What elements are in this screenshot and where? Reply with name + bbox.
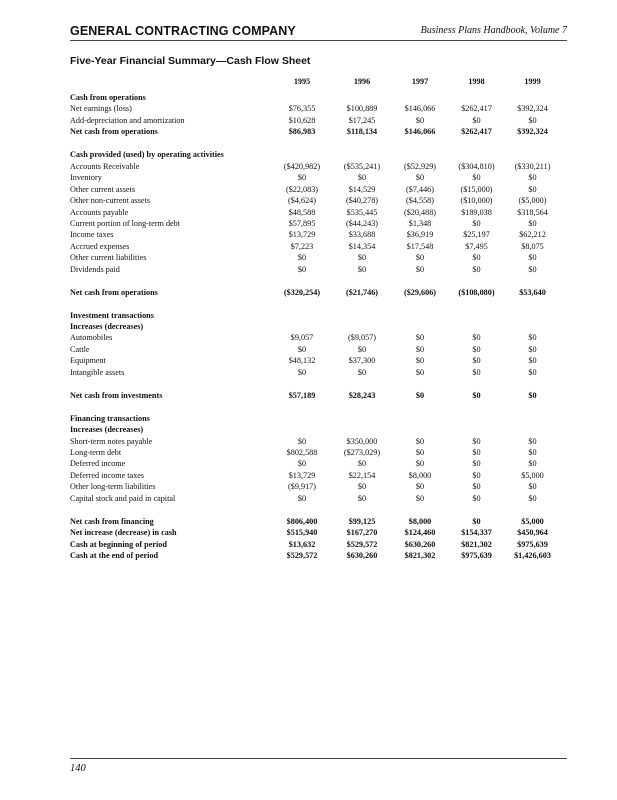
cell-value: $48,588 <box>288 207 316 217</box>
cell-value: $25,197 <box>463 230 490 240</box>
row-label: Accounts Receivable <box>70 161 140 171</box>
cell-value: ($10,000) <box>460 196 493 206</box>
cell-value: $7,223 <box>290 241 314 251</box>
cell-value: $167,270 <box>346 528 378 538</box>
cell-value: $0 <box>472 493 481 503</box>
cell-value: ($535,241) <box>343 161 381 171</box>
table-row <box>70 436 560 447</box>
cash-flow-table <box>70 76 560 561</box>
cell-value: $86,983 <box>288 127 316 137</box>
cell-value: $0 <box>415 344 425 354</box>
row-label: Income taxes <box>70 230 114 240</box>
cell-value: $0 <box>472 436 481 446</box>
cell-value <box>448 321 505 332</box>
cell-value: $0 <box>472 367 481 377</box>
year-header-blank <box>70 76 272 92</box>
table-row <box>70 264 560 275</box>
cell-value: $154,337 <box>461 528 492 538</box>
row-label: Net cash from operations <box>70 287 158 297</box>
row-label: Cash at beginning of period <box>70 539 167 549</box>
cell-value: $0 <box>528 333 537 343</box>
table-row <box>70 550 560 561</box>
row-label: Accounts payable <box>70 207 129 217</box>
cell-value: $99,125 <box>348 516 376 526</box>
row-label: Increases (decreases) <box>70 322 144 332</box>
handbook-title: Business Plans Handbook, Volume 7 <box>420 25 567 36</box>
cell-value: $630,260 <box>404 539 436 549</box>
row-label: Cash from operations <box>70 93 146 102</box>
year-header: 1998 <box>468 77 485 86</box>
cell-value: $0 <box>472 390 481 400</box>
cell-value: $0 <box>472 344 481 354</box>
page-number: 140 <box>70 763 86 774</box>
spacer-cell <box>70 504 560 515</box>
cell-value: ($7,446) <box>406 184 434 194</box>
year-header-row <box>70 76 560 92</box>
cell-value <box>505 149 560 160</box>
cell-value: $8,000 <box>408 470 432 480</box>
cell-value <box>505 92 560 103</box>
cell-value <box>392 413 448 424</box>
spacer-row <box>70 275 560 286</box>
table-row <box>70 355 560 366</box>
cell-value: $0 <box>528 436 537 446</box>
cell-value: $48,132 <box>288 356 316 366</box>
cell-value: $630,260 <box>346 551 378 561</box>
cell-value: ($40,278) <box>345 196 379 206</box>
cell-value: ($22,083) <box>285 184 319 194</box>
cell-value <box>448 92 505 103</box>
cell-value: $189,038 <box>461 207 492 217</box>
cell-value: $0 <box>415 253 425 263</box>
cell-value: $0 <box>472 333 481 343</box>
row-label: Financing transactions <box>70 413 150 423</box>
cell-value: $0 <box>297 459 307 469</box>
spacer-cell <box>70 401 560 412</box>
cell-value: ($21,746) <box>345 287 379 297</box>
cell-value: $0 <box>297 264 307 274</box>
cell-value: $0 <box>415 459 425 469</box>
table-row <box>70 516 560 527</box>
cell-value: $0 <box>472 482 481 492</box>
row-label: Other current liabilities <box>70 253 147 263</box>
table-row <box>70 493 560 504</box>
cell-value: $0 <box>528 264 537 274</box>
table-row <box>70 367 560 378</box>
cell-value: $0 <box>297 493 307 503</box>
cell-value: $0 <box>415 390 425 400</box>
cell-value: $535,445 <box>346 207 378 217</box>
cell-value <box>448 149 505 160</box>
cell-value: ($273,029) <box>343 447 381 457</box>
table-row <box>70 115 560 126</box>
year-header: 1996 <box>353 77 371 86</box>
cell-value: $392,324 <box>517 104 548 114</box>
cell-value: $57,189 <box>288 390 316 400</box>
cell-value: ($304,810) <box>458 161 495 171</box>
cell-value <box>505 310 560 321</box>
cell-value: $450,964 <box>517 528 548 538</box>
row-label: Deferred income taxes <box>70 470 145 480</box>
cell-value: $7,495 <box>465 241 488 251</box>
cell-value <box>272 149 332 160</box>
cell-value: ($4,558) <box>406 196 434 206</box>
row-label: Add-depreciation and amortization <box>70 115 185 125</box>
cell-value: $0 <box>528 115 537 125</box>
cell-value: $0 <box>357 344 367 354</box>
cell-value: $392,324 <box>517 127 548 137</box>
cell-value: $0 <box>472 264 481 274</box>
cell-value: $821,302 <box>404 551 436 561</box>
cell-value: $0 <box>472 218 481 228</box>
cell-value: $8,000 <box>408 516 432 526</box>
row-label: Equipment <box>70 356 106 366</box>
cell-value: $57,895 <box>288 218 316 228</box>
cell-value: ($9,057) <box>348 333 376 343</box>
cell-value: $0 <box>415 436 425 446</box>
section-heading-row <box>70 310 560 321</box>
cell-value <box>332 310 392 321</box>
cell-value: $0 <box>472 470 481 480</box>
cell-value: $0 <box>415 482 425 492</box>
cell-value: $0 <box>357 253 367 263</box>
cell-value: $802,588 <box>286 447 318 457</box>
cell-value: $821,302 <box>461 539 492 549</box>
table-row <box>70 287 560 298</box>
cell-value: $100,889 <box>346 104 378 114</box>
cell-value: $13,632 <box>288 539 316 549</box>
cell-value: $5,000 <box>521 470 544 480</box>
cell-value: $515,940 <box>286 528 318 538</box>
cell-value <box>272 413 332 424</box>
cell-value <box>392 92 448 103</box>
cell-value: $53,640 <box>519 287 546 297</box>
cell-value: $9,057 <box>290 333 314 343</box>
cell-value: $28,243 <box>348 390 376 400</box>
cell-value: ($108,080) <box>458 287 495 297</box>
cell-value: $0 <box>415 367 425 377</box>
cell-value: $0 <box>472 356 481 366</box>
spacer-cell <box>70 275 560 286</box>
cell-value: $0 <box>297 367 307 377</box>
cell-value: $0 <box>415 493 425 503</box>
page-header <box>70 24 567 41</box>
year-header: 1995 <box>293 77 311 86</box>
cell-value: $806,400 <box>286 516 318 526</box>
row-label: Long-term debt <box>70 447 122 457</box>
cell-value: $0 <box>528 447 537 457</box>
cell-value <box>392 149 448 160</box>
cell-value: ($330,211) <box>514 161 551 171</box>
cell-value: $0 <box>528 493 537 503</box>
cell-value: $0 <box>472 115 481 125</box>
cell-value <box>448 310 505 321</box>
cell-value: $0 <box>528 367 537 377</box>
section-heading-row <box>70 321 560 332</box>
row-label: Cash at the end of period <box>70 551 159 561</box>
cell-value: $14,529 <box>348 184 376 194</box>
table-row <box>70 539 560 550</box>
section-heading-row <box>70 149 560 160</box>
cell-value: $62,212 <box>519 230 546 240</box>
table-row <box>70 184 560 195</box>
row-label: Short-term notes payable <box>70 436 153 446</box>
cell-value: $350,000 <box>346 436 378 446</box>
cell-value <box>448 424 505 435</box>
cell-value: $13,729 <box>288 470 316 480</box>
cell-value <box>392 424 448 435</box>
row-label: Inventory <box>70 173 102 183</box>
cell-value: $0 <box>297 253 307 263</box>
cell-value: $529,572 <box>286 551 318 561</box>
cell-value <box>332 424 392 435</box>
table-row <box>70 470 560 481</box>
cell-value: ($4,624) <box>288 196 316 206</box>
cell-value: $529,572 <box>346 539 378 549</box>
cell-value: $0 <box>415 173 425 183</box>
table-row <box>70 527 560 538</box>
spacer-row <box>70 378 560 389</box>
row-label: Investment transactions <box>70 310 154 320</box>
spacer-row <box>70 504 560 515</box>
table-row <box>70 390 560 401</box>
cell-value: $0 <box>415 356 425 366</box>
cell-value: $0 <box>297 173 307 183</box>
cell-value: ($5,000) <box>518 196 547 206</box>
cell-value <box>392 321 448 332</box>
cell-value: $0 <box>528 218 537 228</box>
cash-flow-table-body <box>70 76 560 561</box>
cell-value: $262,417 <box>461 104 492 114</box>
year-header: 1999 <box>524 77 541 86</box>
row-label: Other non-current assets <box>70 196 151 206</box>
cell-value: $37,300 <box>348 356 376 366</box>
row-label: Automobiles <box>70 333 113 343</box>
year-header: 1997 <box>411 77 429 86</box>
cell-value: ($52,929) <box>403 161 437 171</box>
cell-value: $0 <box>472 447 481 457</box>
cell-value: $0 <box>528 173 537 183</box>
cell-value <box>332 92 392 103</box>
row-label: Accrued expenses <box>70 241 130 251</box>
row-label: Current portion of long-term debt <box>70 218 181 228</box>
table-row <box>70 229 560 240</box>
cell-value <box>272 424 332 435</box>
cell-value: $22,154 <box>348 470 376 480</box>
row-label: Net cash from operations <box>70 127 158 137</box>
cell-value: ($320,254) <box>283 287 321 297</box>
table-row <box>70 458 560 469</box>
spacer-row <box>70 138 560 149</box>
cell-value: $10,628 <box>288 115 316 125</box>
row-label: Net cash from financing <box>70 516 154 526</box>
cell-value: $0 <box>357 459 367 469</box>
cell-value: $36,919 <box>406 230 434 240</box>
cell-value: $14,354 <box>348 241 376 251</box>
row-label: Cash provided (used) by operating activities <box>70 150 224 160</box>
cell-value: $5,000 <box>521 516 544 526</box>
cell-value: $0 <box>528 184 537 194</box>
cell-value: $146,066 <box>404 127 436 137</box>
table-row <box>70 103 560 114</box>
cell-value: ($9,917) <box>288 482 316 492</box>
cell-value: $0 <box>528 459 537 469</box>
cell-value: $0 <box>415 447 425 457</box>
cell-value: $0 <box>415 264 425 274</box>
section-heading-row <box>70 92 560 103</box>
cell-value: $0 <box>528 482 537 492</box>
cell-value: $0 <box>472 173 481 183</box>
row-label: Cattle <box>70 344 90 354</box>
row-label: Deferred income <box>70 459 126 469</box>
cell-value: $1,426,603 <box>514 551 551 561</box>
cell-value: $118,134 <box>346 127 378 137</box>
table-row <box>70 447 560 458</box>
table-row <box>70 252 560 263</box>
table-row <box>70 172 560 183</box>
cell-value: $0 <box>297 344 307 354</box>
cell-value: $0 <box>528 356 537 366</box>
cell-value: ($44,243) <box>345 218 379 228</box>
cell-value: $0 <box>357 482 367 492</box>
cell-value <box>332 321 392 332</box>
cell-value: $0 <box>528 253 537 263</box>
cell-value: ($420,982) <box>283 161 321 171</box>
cell-value: $76,355 <box>288 104 316 114</box>
row-label: Net earnings (loss) <box>70 104 132 114</box>
cell-value: $0 <box>472 516 481 526</box>
cell-value: $0 <box>357 367 367 377</box>
cell-value <box>332 149 392 160</box>
cell-value: $33,688 <box>348 230 376 240</box>
cell-value: $0 <box>357 493 367 503</box>
cell-value: ($15,000) <box>460 184 493 194</box>
cell-value: $1,348 <box>408 218 432 228</box>
table-row <box>70 332 560 343</box>
cell-value <box>272 92 332 103</box>
page-title: Five-Year Financial Summary—Cash Flow Sheet <box>70 55 311 67</box>
cell-value: $262,417 <box>461 127 492 137</box>
cell-value: $13,729 <box>288 230 316 240</box>
row-label: Increases (decreases) <box>70 425 144 435</box>
spacer-row <box>70 298 560 309</box>
cell-value: $17,245 <box>348 115 376 125</box>
cell-value: $146,066 <box>404 104 436 114</box>
page-footer <box>70 758 567 774</box>
cell-value <box>505 321 560 332</box>
section-heading-row <box>70 413 560 424</box>
table-row <box>70 344 560 355</box>
row-label: Net cash from investments <box>70 390 163 400</box>
cell-value: ($29,606) <box>403 287 437 297</box>
row-label: Other long-term liabilities <box>70 482 156 492</box>
table-row <box>70 218 560 229</box>
cell-value: $17,548 <box>406 241 434 251</box>
cell-value <box>505 413 560 424</box>
cell-value: $0 <box>415 115 425 125</box>
cell-value: $318,564 <box>517 207 548 217</box>
cell-value: $124,460 <box>404 528 436 538</box>
spacer-cell <box>70 138 560 149</box>
cell-value: $0 <box>357 264 367 274</box>
cell-value <box>392 310 448 321</box>
cell-value: $0 <box>297 436 307 446</box>
table-row <box>70 207 560 218</box>
section-heading-row <box>70 424 560 435</box>
table-row <box>70 161 560 172</box>
cell-value: $0 <box>528 344 537 354</box>
table-row <box>70 126 560 137</box>
spacer-row <box>70 401 560 412</box>
cell-value: $0 <box>357 173 367 183</box>
cell-value: $0 <box>472 459 481 469</box>
cell-value: $0 <box>528 390 537 400</box>
cell-value: $0 <box>472 253 481 263</box>
row-label: Intangible assets <box>70 367 125 377</box>
row-label: Other current assets <box>70 184 136 194</box>
cell-value: $975,639 <box>517 539 548 549</box>
cell-value: $975,639 <box>461 551 492 561</box>
table-row <box>70 481 560 492</box>
cell-value <box>448 413 505 424</box>
cell-value: $0 <box>415 333 425 343</box>
row-label: Net increase (decrease) in cash <box>70 528 177 538</box>
cell-value: $8,075 <box>521 241 544 251</box>
spacer-cell <box>70 378 560 389</box>
cell-value <box>272 310 332 321</box>
cell-value: ($20,488) <box>403 207 437 217</box>
cell-value <box>272 321 332 332</box>
cell-value <box>505 424 560 435</box>
row-label: Dividends paid <box>70 264 120 274</box>
spacer-cell <box>70 298 560 309</box>
company-name: GENERAL CONTRACTING COMPANY <box>70 24 296 38</box>
row-label: Capital stock and paid in capital <box>70 493 176 503</box>
cell-value <box>332 413 392 424</box>
table-row <box>70 195 560 206</box>
table-row <box>70 241 560 252</box>
